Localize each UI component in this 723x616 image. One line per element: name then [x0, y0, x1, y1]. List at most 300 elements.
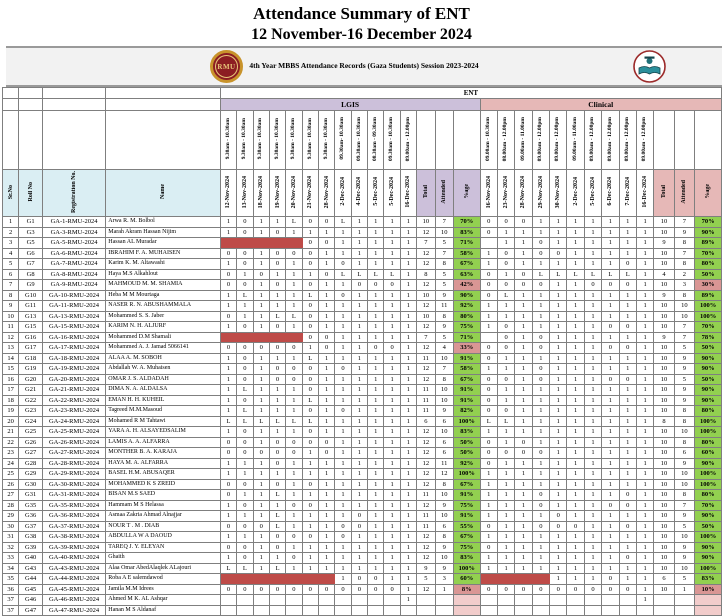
lgis-mark-cell: 1 — [351, 248, 367, 259]
lgis-mark-cell: 1 — [318, 542, 334, 553]
lgis-mark-cell: 1 — [335, 280, 351, 291]
lgis-mark-cell: 0 — [237, 353, 253, 364]
lgis-pct-cell: 60% — [453, 574, 480, 585]
lgis-total-cell: 12 — [417, 542, 435, 553]
clinical-pct-cell: 90% — [695, 227, 722, 238]
lgis-mark-cell: 0 — [286, 343, 302, 354]
student-row — [3, 448, 722, 459]
lgis-mark-cell: 1 — [286, 301, 302, 312]
clinical-mark-cell: 1 — [584, 343, 601, 354]
lgis-mark-cell: L — [237, 290, 253, 301]
clinical-mark-cell: 1 — [550, 542, 567, 553]
clinical-mark-cell: 1 — [480, 311, 497, 322]
clinical-mark-cell: 1 — [584, 437, 601, 448]
clinical-mark-cell: 1 — [550, 479, 567, 490]
lgis-mark-cell: L — [237, 416, 253, 427]
clinical-total-cell: 10 — [654, 311, 674, 322]
clinical-mark-cell: 1 — [550, 353, 567, 364]
spacer-cell — [19, 99, 43, 111]
lgis-mark-cell: 1 — [269, 385, 285, 396]
sr-no-cell: 5 — [3, 259, 19, 270]
clinical-pct-cell: 83% — [695, 574, 722, 585]
registration-no-cell: GA-7-RMU-2024 — [42, 259, 105, 270]
lgis-mark-cell: 1 — [400, 532, 416, 543]
lgis-mark-cell: 1 — [335, 322, 351, 333]
lgis-mark-cell: 1 — [220, 217, 236, 228]
student-row — [3, 563, 722, 574]
lgis-mark-cell: 0 — [351, 584, 367, 595]
sr-no-cell: 9 — [3, 301, 19, 312]
clinical-mark-cell — [515, 595, 532, 606]
spacer-cell — [674, 111, 694, 170]
lgis-mark-cell: 1 — [318, 511, 334, 522]
clinical-mark-cell: 1 — [584, 227, 601, 238]
clinical-mark-cell: 1 — [532, 385, 549, 396]
clinical-mark-cell: 0 — [550, 584, 567, 595]
sr-no-cell: 21 — [3, 427, 19, 438]
clinical-mark-cell: 0 — [480, 269, 497, 280]
clinical-mark-cell: 1 — [602, 542, 619, 553]
clinical-mark-cell: 1 — [567, 458, 584, 469]
lgis-total-header-label: Total — [422, 185, 429, 199]
clinical-mark-cell: 0 — [532, 238, 549, 249]
clinical-mark-cell: 0 — [532, 584, 549, 595]
roll-no-cell: G20 — [19, 374, 43, 385]
clinical-mark-cell: 1 — [584, 511, 601, 522]
lgis-pct-cell: 58% — [453, 248, 480, 259]
lgis-attended-cell: 11 — [435, 301, 453, 312]
clinical-mark-cell — [567, 595, 584, 606]
lgis-mark-cell: 1 — [368, 248, 384, 259]
lgis-mark-cell: 0 — [302, 217, 318, 228]
lgis-mark-cell: 1 — [384, 353, 400, 364]
lgis-attended-cell: 8 — [435, 311, 453, 322]
clinical-mark-cell: 1 — [619, 574, 636, 585]
clinical-pct-cell — [695, 605, 722, 616]
lgis-pct-cell: 100% — [453, 469, 480, 480]
clinical-mark-cell: 0 — [497, 406, 514, 417]
lgis-mark-cell: 0 — [335, 521, 351, 532]
lgis-mark-cell: 0 — [269, 227, 285, 238]
lgis-mark-cell: 1 — [253, 311, 269, 322]
clinical-attended-cell: 10 — [674, 563, 694, 574]
lgis-mark-cell: 0 — [384, 343, 400, 354]
lgis-mark-cell: 1 — [384, 385, 400, 396]
roll-no-cell: G17 — [19, 343, 43, 354]
student-name-cell: Ghaith — [106, 553, 221, 564]
lgis-mark-cell: L — [269, 416, 285, 427]
lgis-pct-header-label: %age — [463, 184, 470, 200]
registration-no-cell: GA-13-RMU-2024 — [42, 311, 105, 322]
clinical-mark-cell: 1 — [497, 227, 514, 238]
sr-no-cell: 33 — [3, 553, 19, 564]
lgis-mark-cell: 0 — [302, 259, 318, 270]
clinical-mark-cell: 1 — [567, 343, 584, 354]
lgis-mark-cell: 0 — [269, 322, 285, 333]
clinical-mark-cell: 0 — [480, 584, 497, 595]
lgis-mark-cell: 1 — [318, 311, 334, 322]
lgis-attended-cell: 6 — [435, 416, 453, 427]
clinical-mark-cell: 1 — [619, 385, 636, 396]
lgis-total-cell: 7 — [417, 238, 435, 249]
clinical-mark-cell: 1 — [532, 416, 549, 427]
lgis-mark-cell: 0 — [220, 437, 236, 448]
clinical-mark-cell: 1 — [602, 385, 619, 396]
clinical-mark-cell: 1 — [619, 448, 636, 459]
lgis-mark-cell: 0 — [351, 521, 367, 532]
clinical-attended-cell: 9 — [674, 364, 694, 375]
lgis-mark-cell: 1 — [286, 227, 302, 238]
lgis-mark-cell: 1 — [400, 395, 416, 406]
student-row — [3, 500, 722, 511]
lgis-mark-cell: 1 — [253, 563, 269, 574]
clinical-session-date-label: 16-Dec-2024 — [642, 175, 649, 208]
lgis-mark-cell: 1 — [351, 437, 367, 448]
lgis-mark-cell: 1 — [237, 532, 253, 543]
roll-no-cell: G5 — [19, 238, 43, 249]
clinical-mark-cell: 1 — [636, 500, 653, 511]
clinical-mark-cell: 1 — [550, 259, 567, 270]
lgis-mark-cell: 1 — [318, 259, 334, 270]
clinical-mark-cell: 1 — [567, 542, 584, 553]
lgis-mark-cell-missing — [269, 238, 285, 249]
lgis-mark-cell — [335, 605, 351, 616]
clinical-mark-cell: 1 — [619, 406, 636, 417]
clinical-mark-cell: 1 — [550, 553, 567, 564]
clinical-total-cell: 10 — [654, 563, 674, 574]
clinical-mark-cell: L — [480, 416, 497, 427]
medical-education-logo-icon — [633, 50, 666, 83]
clinical-mark-cell: 1 — [515, 553, 532, 564]
clinical-session-time-label: 09.00am - 12.00pm — [537, 116, 544, 161]
lgis-mark-cell: 1 — [318, 290, 334, 301]
clinical-mark-cell: 0 — [480, 542, 497, 553]
clinical-mark-cell: 1 — [636, 374, 653, 385]
student-row — [3, 343, 722, 354]
clinical-mark-cell: 0 — [619, 259, 636, 270]
lgis-pct-cell: 70% — [453, 217, 480, 228]
lgis-attended-cell: 5 — [435, 332, 453, 343]
lgis-mark-cell: 1 — [220, 301, 236, 312]
lgis-mark-cell: 1 — [368, 469, 384, 480]
lgis-mark-cell: 0 — [318, 217, 334, 228]
clinical-mark-cell: 1 — [515, 374, 532, 385]
lgis-mark-cell: 1 — [286, 458, 302, 469]
group-header-row — [3, 99, 722, 111]
lgis-session-date-label: 20-Nov-2024 — [290, 175, 297, 208]
student-row — [3, 458, 722, 469]
student-row — [3, 553, 722, 564]
clinical-pct-cell — [695, 595, 722, 606]
lgis-mark-cell: 0 — [286, 248, 302, 259]
lgis-mark-cell: 1 — [220, 395, 236, 406]
lgis-pct-cell: 91% — [453, 385, 480, 396]
clinical-mark-cell: 1 — [550, 301, 567, 312]
clinical-mark-cell: 1 — [567, 290, 584, 301]
clinical-mark-cell: 1 — [515, 343, 532, 354]
student-name-cell: Haya M.S Alkahlout — [106, 269, 221, 280]
lgis-mark-cell: L — [220, 563, 236, 574]
lgis-mark-cell: 0 — [237, 280, 253, 291]
clinical-attended-cell: 1 — [674, 584, 694, 595]
student-name-cell: EMAN H. H. KUHEIL — [106, 395, 221, 406]
clinical-mark-cell: 1 — [550, 416, 567, 427]
lgis-mark-cell: 0 — [335, 290, 351, 301]
registration-no-cell: GA-47-RMU-2024 — [42, 605, 105, 616]
lgis-mark-cell: 0 — [237, 437, 253, 448]
sr-no-cell: 22 — [3, 437, 19, 448]
clinical-mark-cell: 1 — [497, 532, 514, 543]
clinical-session-time-label: 09.00am - 12.00pm — [641, 116, 648, 161]
clinical-mark-cell: 1 — [602, 511, 619, 522]
registration-no-cell: GA-45-RMU-2024 — [42, 584, 105, 595]
lgis-mark-cell: L — [286, 217, 302, 228]
clinical-mark-cell: 1 — [532, 469, 549, 480]
lgis-mark-cell — [318, 595, 334, 606]
lgis-attended-cell: 5 — [435, 238, 453, 249]
lgis-mark-cell: 1 — [384, 511, 400, 522]
lgis-mark-cell: 1 — [286, 490, 302, 501]
clinical-mark-cell: 1 — [584, 542, 601, 553]
clinical-mark-cell: 1 — [602, 395, 619, 406]
clinical-mark-cell: 1 — [602, 217, 619, 228]
lgis-mark-cell: 1 — [318, 490, 334, 501]
clinical-attended-cell: 9 — [674, 553, 694, 564]
lgis-total-cell: 5 — [417, 574, 435, 585]
registration-no-cell: GA-46-RMU-2024 — [42, 595, 105, 606]
lgis-mark-cell: 1 — [384, 563, 400, 574]
clinical-total-cell: 10 — [654, 353, 674, 364]
clinical-mark-cell: 0 — [515, 448, 532, 459]
student-row — [3, 301, 722, 312]
clinical-mark-cell: 1 — [480, 248, 497, 259]
lgis-attended-header — [435, 170, 453, 217]
roll-no-cell: G29 — [19, 469, 43, 480]
clinical-mark-cell-missing — [480, 574, 497, 585]
clinical-mark-cell: 1 — [584, 532, 601, 543]
clinical-mark-cell: 1 — [567, 448, 584, 459]
lgis-mark-cell: 1 — [351, 364, 367, 375]
header-banner — [6, 46, 722, 87]
lgis-session-date-label: 13-Nov-2024 — [241, 175, 248, 208]
lgis-mark-cell: 1 — [400, 553, 416, 564]
student-name-cell: Mohamed R M Tahtawi — [106, 416, 221, 427]
lgis-mark-cell: 1 — [318, 553, 334, 564]
clinical-mark-cell: 1 — [550, 469, 567, 480]
clinical-mark-cell: 1 — [515, 416, 532, 427]
sr-no-cell: 18 — [3, 395, 19, 406]
clinical-mark-cell: 0 — [532, 500, 549, 511]
lgis-session-time — [318, 111, 334, 170]
sr-no-cell: 23 — [3, 448, 19, 459]
clinical-mark-cell: 0 — [515, 280, 532, 291]
clinical-session-time — [497, 111, 514, 170]
clinical-session-time — [550, 111, 567, 170]
lgis-mark-cell: 1 — [351, 532, 367, 543]
clinical-mark-cell: 1 — [480, 427, 497, 438]
lgis-mark-cell: 1 — [318, 416, 334, 427]
clinical-mark-cell: 0 — [497, 374, 514, 385]
lgis-mark-cell: 1 — [269, 217, 285, 228]
sr-no-cell: 14 — [3, 353, 19, 364]
lgis-mark-cell — [269, 595, 285, 606]
lgis-attended-cell: 8 — [435, 374, 453, 385]
clinical-mark-cell: 1 — [515, 458, 532, 469]
lgis-mark-cell: 0 — [237, 427, 253, 438]
clinical-mark-cell: 1 — [550, 490, 567, 501]
lgis-mark-cell: 0 — [269, 343, 285, 354]
clinical-attended-cell: 10 — [674, 311, 694, 322]
clinical-mark-cell: 1 — [619, 532, 636, 543]
lgis-mark-cell: 1 — [318, 406, 334, 417]
lgis-mark-cell: 1 — [400, 521, 416, 532]
lgis-mark-cell: 0 — [269, 542, 285, 553]
clinical-pct-cell: 70% — [695, 500, 722, 511]
lgis-attended-cell: 5 — [435, 269, 453, 280]
lgis-attended-cell: 12 — [435, 469, 453, 480]
lgis-mark-cell: 1 — [253, 406, 269, 417]
lgis-mark-cell: L — [286, 416, 302, 427]
clinical-mark-cell: 1 — [515, 259, 532, 270]
lgis-pct-cell: 92% — [453, 458, 480, 469]
clinical-mark-cell: 1 — [636, 217, 653, 228]
lgis-mark-cell: 0 — [302, 322, 318, 333]
lgis-mark-cell: 1 — [237, 458, 253, 469]
lgis-mark-cell-missing — [253, 574, 269, 585]
lgis-session-time-label: 9.30am - 10.30am — [273, 118, 280, 160]
clinical-mark-cell: 1 — [567, 280, 584, 291]
lgis-mark-cell: 0 — [237, 542, 253, 553]
lgis-pct-cell: 42% — [453, 280, 480, 291]
clinical-total-cell: 6 — [654, 574, 674, 585]
lgis-mark-cell: 1 — [253, 248, 269, 259]
clinical-mark-cell: 1 — [619, 301, 636, 312]
clinical-mark-cell: 1 — [497, 490, 514, 501]
clinical-mark-cell: 1 — [567, 416, 584, 427]
attendance-table — [2, 87, 722, 616]
clinical-pct-cell: 78% — [695, 332, 722, 343]
clinical-mark-cell: 1 — [636, 427, 653, 438]
lgis-mark-cell: 0 — [302, 364, 318, 375]
lgis-mark-cell: 0 — [220, 248, 236, 259]
lgis-mark-cell: 1 — [384, 395, 400, 406]
lgis-mark-cell: 1 — [400, 385, 416, 396]
lgis-session-date — [384, 170, 400, 217]
lgis-session-date-label: 5-Dec-2024 — [389, 177, 396, 207]
lgis-mark-cell: 1 — [286, 259, 302, 270]
lgis-mark-cell — [351, 595, 367, 606]
clinical-pct-cell: 30% — [695, 280, 722, 291]
lgis-mark-cell — [237, 605, 253, 616]
clinical-mark-cell: 1 — [550, 532, 567, 543]
clinical-session-time-label: 08.00am - 12.00pm — [502, 116, 509, 161]
banner-text: 4th Year MBBS Attendance Records (Gaza Students) Session 2023-2024 — [249, 61, 479, 70]
lgis-attended-cell: 10 — [435, 385, 453, 396]
clinical-mark-cell: 1 — [602, 248, 619, 259]
clinical-total-cell: 10 — [654, 301, 674, 312]
clinical-session-time-label: 09.00am - 12.00pm — [606, 116, 613, 161]
section-header-row — [3, 88, 722, 99]
clinical-mark-cell: 1 — [550, 374, 567, 385]
lgis-mark-cell: 1 — [400, 511, 416, 522]
clinical-mark-cell: 1 — [619, 290, 636, 301]
student-name-cell: DIMA N. A. ALDALSA — [106, 385, 221, 396]
lgis-mark-cell: 0 — [269, 280, 285, 291]
lgis-session-date-label: 4-Dec-2024 — [356, 177, 363, 207]
lgis-mark-cell: 1 — [368, 448, 384, 459]
lgis-session-date — [318, 170, 334, 217]
lgis-session-date-label: 19-Nov-2024 — [274, 175, 281, 208]
clinical-session-date-label: 30-Nov-2024 — [555, 175, 562, 208]
clinical-mark-cell: 1 — [584, 479, 601, 490]
sr-no-cell: 36 — [3, 584, 19, 595]
lgis-mark-cell: 1 — [368, 374, 384, 385]
clinical-mark-cell: 1 — [619, 511, 636, 522]
student-row — [3, 290, 722, 301]
lgis-mark-cell: 1 — [318, 479, 334, 490]
clinical-attended-cell: 9 — [674, 395, 694, 406]
student-row — [3, 248, 722, 259]
lgis-session-time-label: 09.30am - 10.30am — [388, 116, 395, 161]
student-row — [3, 469, 722, 480]
clinical-mark-cell: 1 — [636, 290, 653, 301]
roll-no-cell: G19 — [19, 364, 43, 375]
clinical-mark-cell: 1 — [602, 469, 619, 480]
lgis-mark-cell: 1 — [335, 374, 351, 385]
lgis-total-cell — [417, 595, 435, 606]
clinical-attended-cell: 8 — [674, 290, 694, 301]
clinical-mark-cell: 1 — [567, 511, 584, 522]
lgis-session-time — [384, 111, 400, 170]
sr-no-cell: 4 — [3, 248, 19, 259]
roll-no-cell: G18 — [19, 353, 43, 364]
student-row — [3, 217, 722, 228]
clinical-mark-cell: 1 — [584, 301, 601, 312]
lgis-mark-cell: 0 — [335, 259, 351, 270]
lgis-mark-cell: 0 — [220, 343, 236, 354]
clinical-attended-cell: 7 — [674, 322, 694, 333]
clinical-mark-cell: 1 — [636, 521, 653, 532]
lgis-mark-cell-missing — [286, 332, 302, 343]
lgis-mark-cell: 1 — [384, 437, 400, 448]
registration-no-cell: GA-28-RMU-2024 — [42, 458, 105, 469]
clinical-mark-cell: 1 — [636, 269, 653, 280]
clinical-mark-cell — [567, 605, 584, 616]
clinical-mark-cell: 1 — [532, 542, 549, 553]
lgis-session-time-label: 9.30am - 10.30am — [290, 118, 297, 160]
lgis-mark-cell: 1 — [237, 301, 253, 312]
lgis-total-cell: 10 — [417, 217, 435, 228]
lgis-mark-cell: 0 — [237, 553, 253, 564]
clinical-mark-cell: 1 — [619, 238, 636, 249]
clinical-mark-cell: 1 — [602, 238, 619, 249]
lgis-session-time-label: 9.30am - 10.30am — [306, 118, 313, 160]
lgis-mark-cell: 1 — [335, 479, 351, 490]
clinical-mark-cell: 1 — [636, 469, 653, 480]
lgis-attended-cell: 9 — [435, 322, 453, 333]
lgis-mark-cell: 1 — [286, 385, 302, 396]
lgis-mark-cell: 0 — [237, 217, 253, 228]
lgis-mark-cell: 1 — [253, 500, 269, 511]
clinical-attended-cell: 9 — [674, 353, 694, 364]
roll-no-cell: G43 — [19, 563, 43, 574]
roll-no-cell: G10 — [19, 290, 43, 301]
lgis-mark-cell: 1 — [400, 259, 416, 270]
lgis-mark-cell — [302, 595, 318, 606]
lgis-mark-cell: 0 — [318, 584, 334, 595]
lgis-mark-cell: L — [269, 490, 285, 501]
lgis-pct-cell: 75% — [453, 500, 480, 511]
